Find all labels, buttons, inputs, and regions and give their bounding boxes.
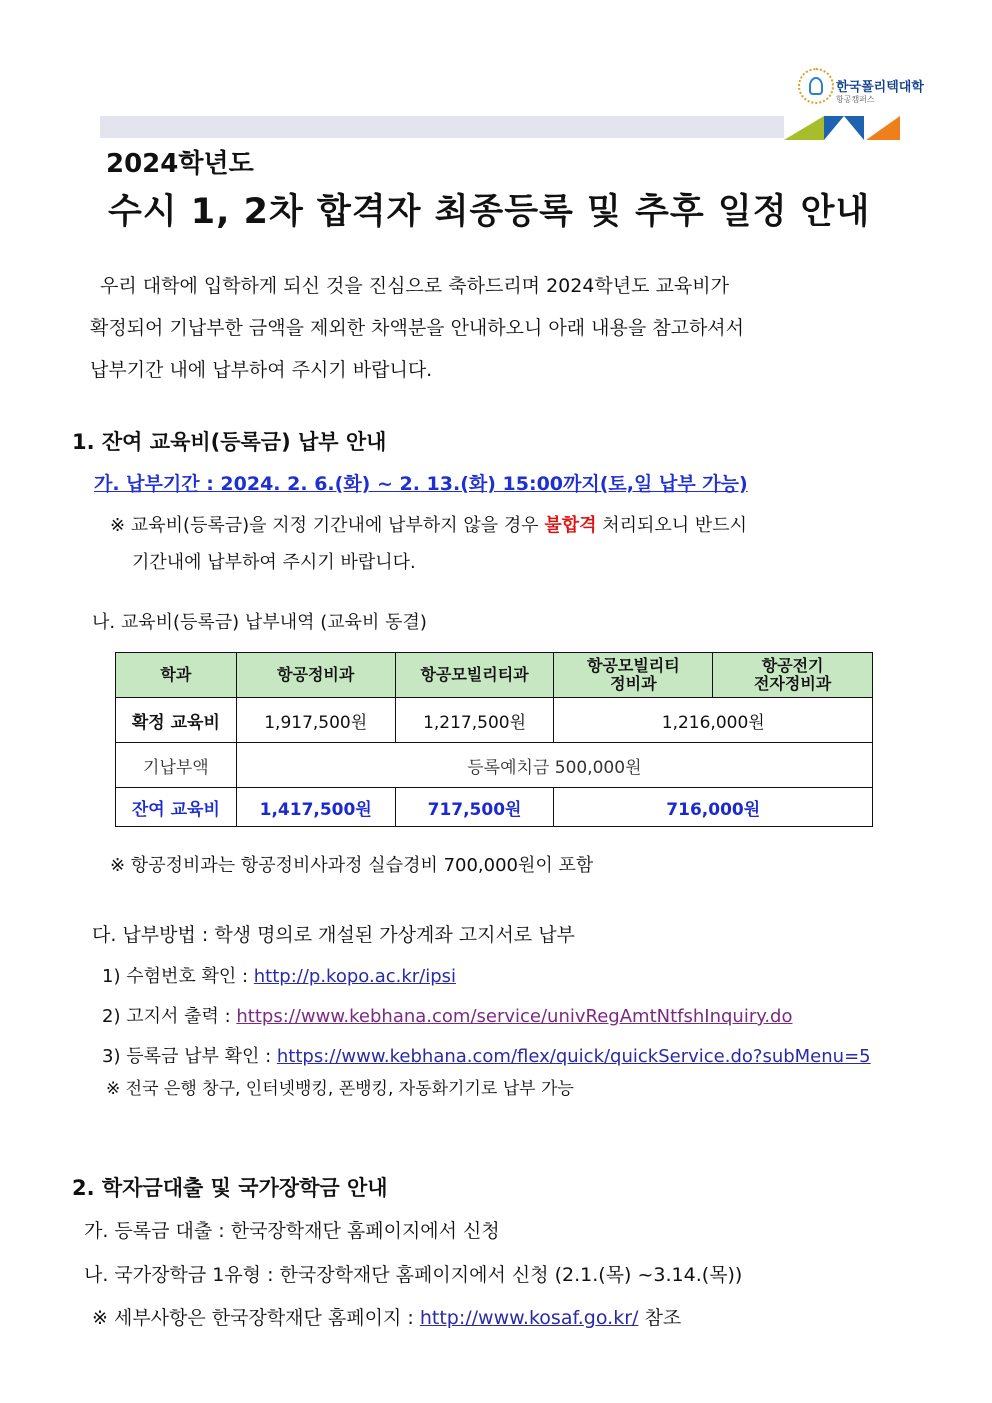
kosaf-note-text: 참조 [638, 1307, 682, 1329]
table-row [116, 743, 873, 788]
table-note: ※ 항공정비과는 항공정비사과정 실습경비 700,000원이 포함 [110, 855, 594, 876]
intro-line: 확정되어 기납부한 금액을 제외한 차액분을 안내하오니 아래 내용을 참고하셔서 [90, 317, 745, 339]
payment-method: 다. 납부방법 : 학생 명의로 개설된 가상계좌 고지서로 납부 [92, 924, 575, 946]
table-cell: 716,000원 [554, 788, 873, 827]
row-label: 잔여 교육비 [116, 788, 237, 827]
loan-info: 가. 등록금 대출 : 한국장학재단 홈페이지에서 신청 [84, 1220, 500, 1242]
scholarship-info: 나. 국가장학금 1유형 : 한국장학재단 홈페이지에서 신청 (2.1.(목) ~3.14.(목)) [84, 1264, 743, 1286]
section2-title: 2. 학자금대출 및 국가장학금 안내 [72, 1176, 388, 1200]
kosaf-note [92, 1303, 681, 1330]
section1-title: 1. 잔여 교육비(등록금) 납부 안내 [72, 430, 387, 454]
logo-sub: 항공캠퍼스 [836, 95, 875, 104]
table-header: 항공모빌리티과 [395, 653, 554, 698]
warning-text: ※ 교육비(등록금)을 지정 기간내에 납부하지 않을 경우 [110, 515, 545, 536]
payment-warning [110, 511, 747, 537]
table-cell: 등록예치금 500,000원 [236, 743, 872, 788]
table-cell: 1,417,500원 [236, 788, 395, 827]
table-row [116, 698, 873, 743]
document-title: 수시 1, 2차 합격자 최종등록 및 추후 일정 안내 [108, 192, 871, 232]
warning-line2: 기간내에 납부하여 주시기 바랍니다. [132, 552, 416, 573]
header-bar [100, 116, 784, 138]
table-row [116, 788, 873, 827]
step-item [102, 1042, 871, 1068]
table-header-row [116, 653, 873, 698]
step-item [102, 962, 456, 988]
logo-name: 한국폴리텍대학 [836, 80, 924, 95]
table-cell: 1,216,000원 [554, 698, 873, 743]
table-header: 항공전기 전자정비과 [713, 653, 873, 698]
step-label: 1) 수험번호 확인 : [102, 966, 254, 987]
kosaf-link[interactable]: http://www.kosaf.go.kr/ [419, 1307, 639, 1329]
warning-highlight: 불합격 [544, 515, 597, 536]
ipsi-link[interactable]: http://p.kopo.ac.kr/ipsi [253, 966, 457, 987]
header-triangles [784, 116, 900, 140]
row-label: 확정 교육비 [116, 698, 237, 743]
step-label: 3) 등록금 납부 확인 : [102, 1046, 277, 1067]
table-header: 항공정비과 [236, 653, 395, 698]
invoice-link[interactable]: https://www.kebhana.com/service/univRegAmtNtfshInquiry.do [236, 1006, 793, 1027]
step-label: 2) 고지서 출력 : [102, 1006, 237, 1027]
college-logo [796, 66, 936, 112]
warning-text: 처리되오니 반드시 [596, 515, 748, 536]
intro-paragraph [90, 265, 890, 391]
row-label: 기납부액 [116, 743, 237, 788]
kosaf-note-text: ※ 세부사항은 한국장학재단 홈페이지 : [92, 1307, 420, 1329]
step-note: ※ 전국 은행 창구, 인터넷뱅킹, 폰뱅킹, 자동화기기로 납부 가능 [106, 1079, 574, 1099]
college-logo-icon [798, 68, 834, 104]
fee-table [115, 652, 873, 827]
table-cell: 717,500원 [395, 788, 554, 827]
fee-table-caption: 나. 교육비(등록금) 납부내역 (교육비 동결) [92, 612, 427, 633]
step-item [102, 1002, 792, 1028]
intro-line: 우리 대학에 입학하게 되신 것을 진심으로 축하드리며 2024학년도 교육비가 [100, 275, 729, 297]
payment-check-link[interactable]: https://www.kebhana.com/flex/quick/quickService.do?subMenu=5 [276, 1046, 871, 1067]
table-cell: 1,217,500원 [395, 698, 554, 743]
table-header: 항공모빌리티 정비과 [554, 653, 713, 698]
document-year: 2024학년도 [106, 149, 254, 179]
table-header: 학과 [116, 653, 237, 698]
table-cell: 1,917,500원 [236, 698, 395, 743]
payment-period: 가. 납부기간 : 2024. 2. 6.(화) ~ 2. 13.(화) 15:00까지(토,일 납부 가능) [94, 473, 748, 495]
intro-line: 납부기간 내에 납부하여 주시기 바랍니다. [90, 359, 433, 381]
